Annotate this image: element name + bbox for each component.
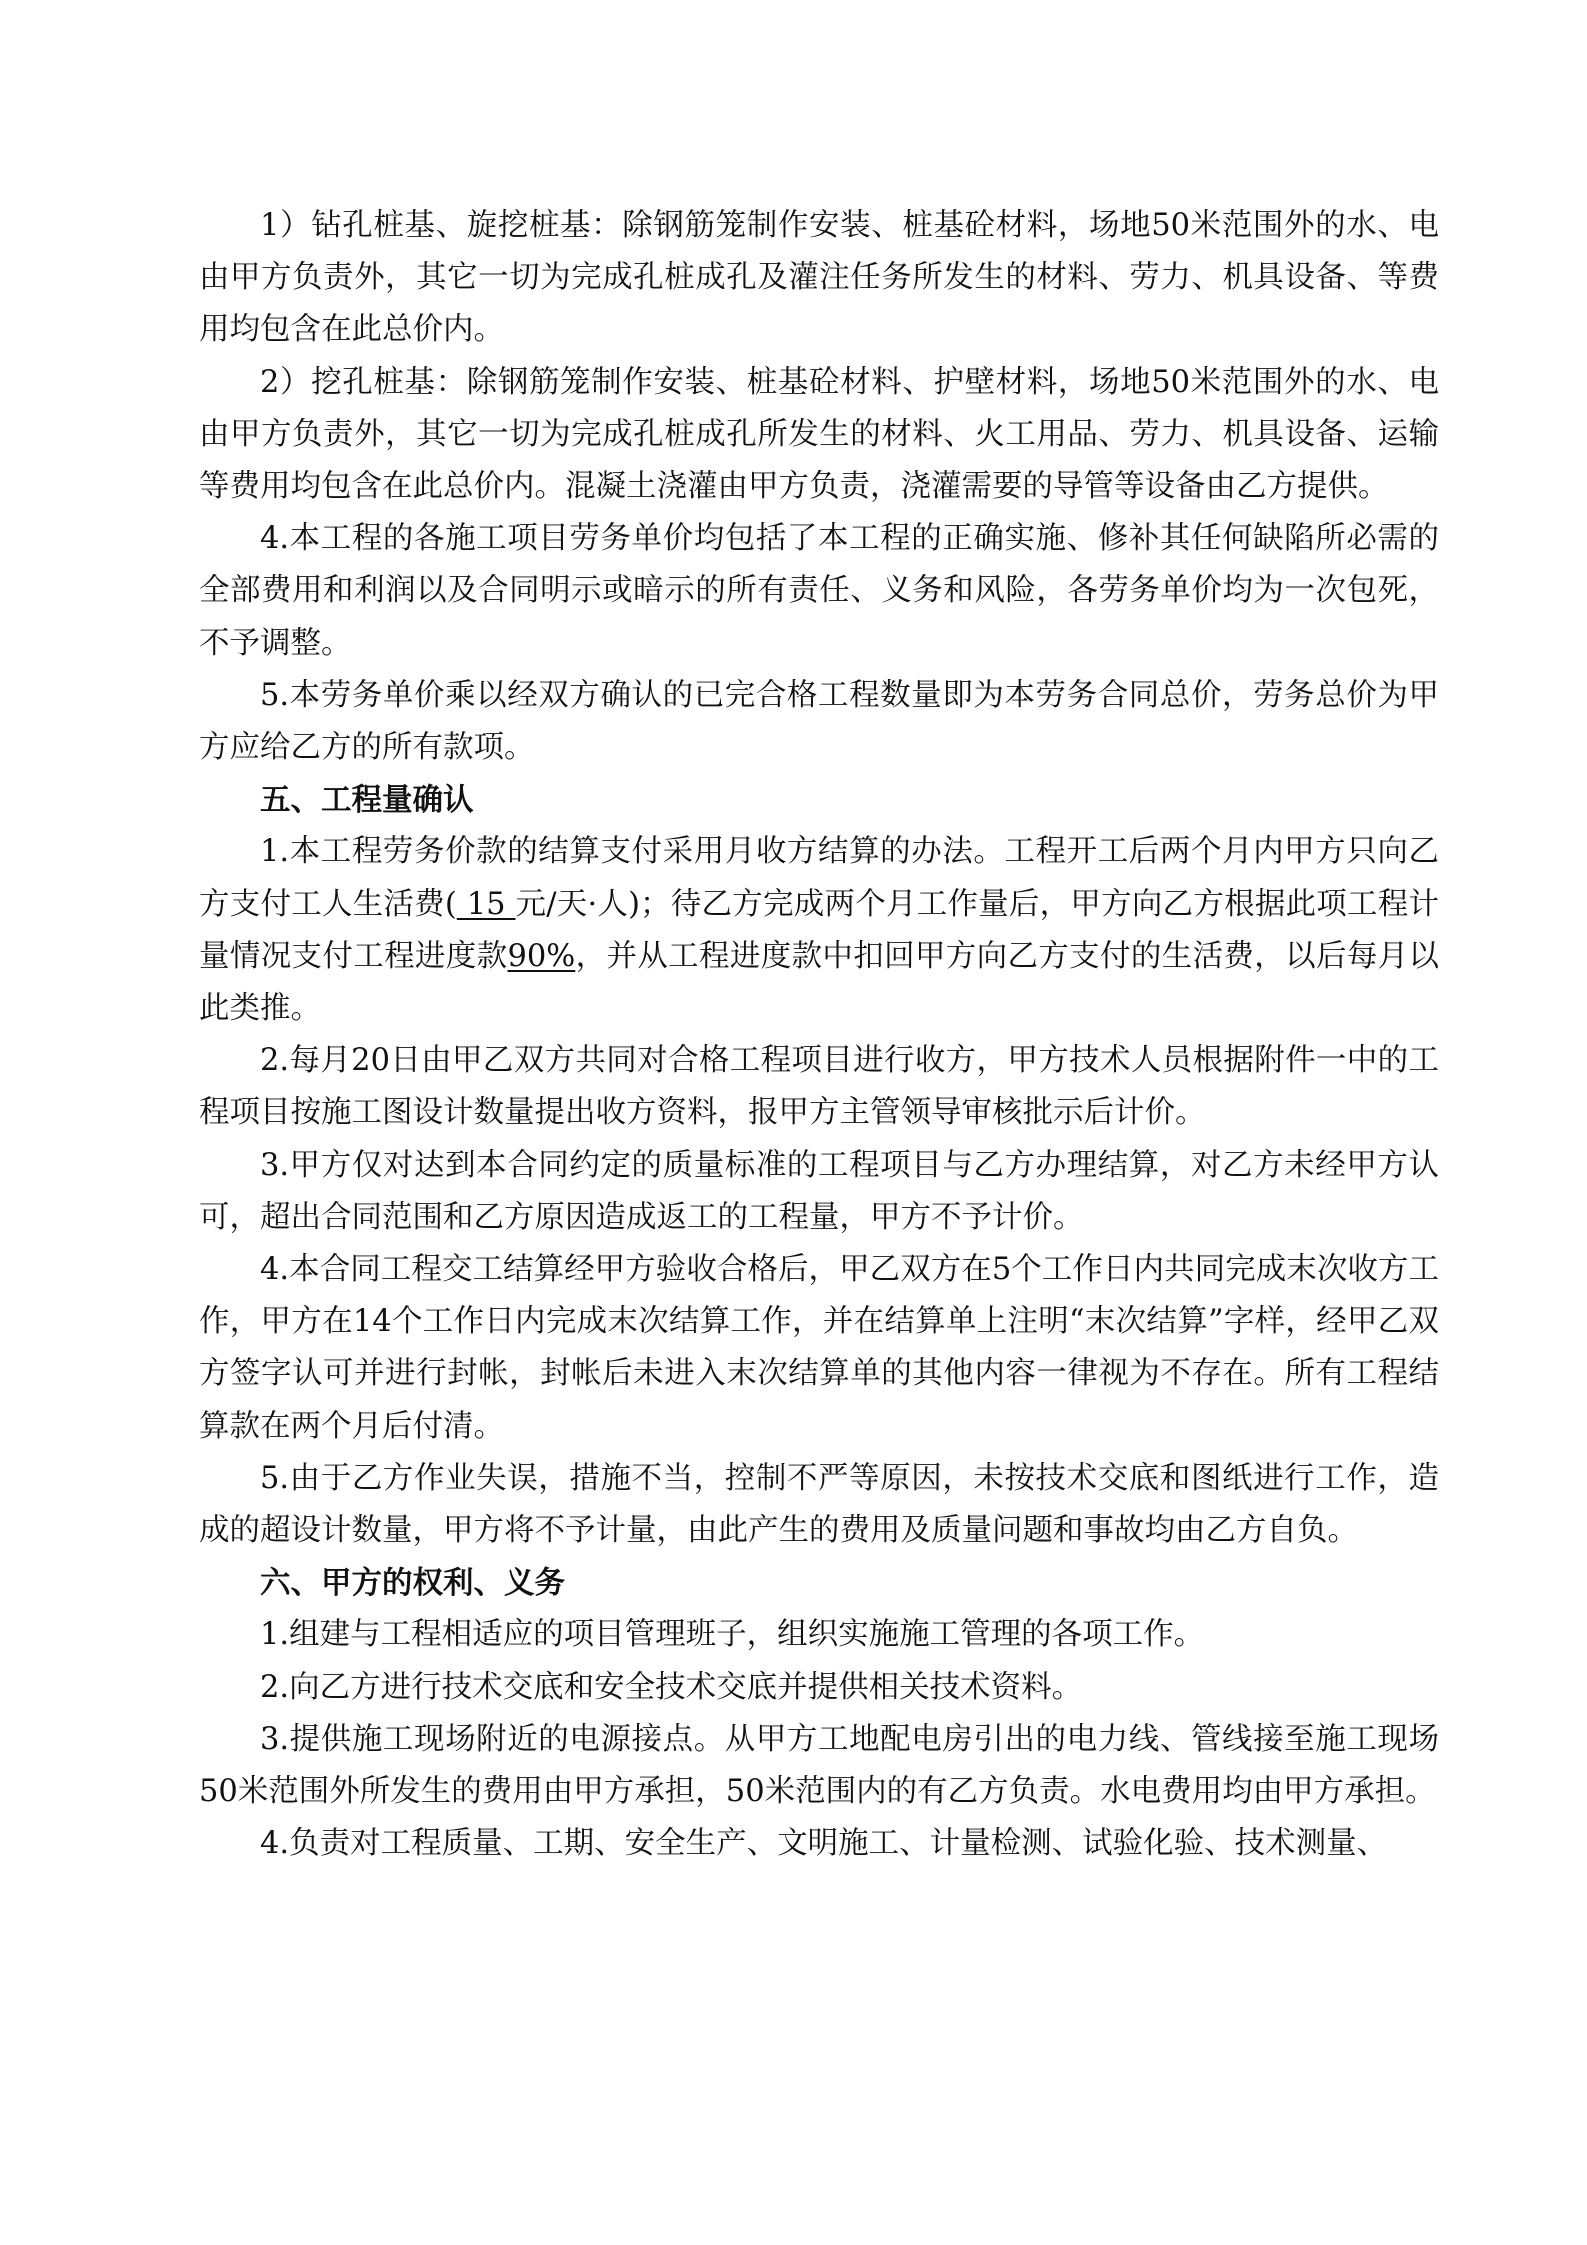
paragraph-management-team: 1.组建与工程相适应的项目管理班子，组织实施施工管理的各项工作。 (260, 1617, 1205, 1653)
paragraph-settlement-payment (199, 826, 1439, 1035)
paragraph-final-settlement: 4.本合同工程交工结算经甲方验收合格后，甲乙双方在5个工作日内共同完成末次收方工作，甲方在14个工作日内完成末次结算工作，并在结算单上注明“末次结算”字样，经甲乙双方签字认可并进行封帐，封帐后未进入末次结算单的其他内容一律视为不存在。所有工程结算款在两个月后付清。 (199, 1252, 1439, 1444)
settlement-text-a: 1.本工程劳务价款的结算支付采用月收方结算的办法。工程开工后两个月内甲方只向乙方支付工人生活费( (199, 834, 1439, 922)
paragraph-monthly-survey: 2.每月20日由甲乙双方共同对合格工程项目进行收方，甲方技术人员根据附件一中的工程项目按施工图设计数量提出收方资料，报甲方主管领导审核批示后计价。 (199, 1043, 1439, 1131)
section-heading-quantity-confirmation: 五、工程量确认 (260, 782, 474, 819)
paragraph-settlement-scope: 3.甲方仅对达到本合同约定的质量标准的工程项目与乙方办理结算，对乙方未经甲方认可，超出合同范围和乙方原因造成返工的工程量，甲方不予计价。 (199, 1147, 1439, 1235)
living-allowance-amount: 15 (456, 886, 516, 922)
paragraph-technical-briefing: 2.向乙方进行技术交底和安全技术交底并提供相关技术资料。 (260, 1669, 1083, 1705)
paragraph-bored-pile: 1）钻孔桩基、旋挖桩基：除钢筋笼制作安装、桩基砼材料，场地50米范围外的水、电由甲方负责外，其它一切为完成孔桩成孔及灌注任务所发生的材料、劳力、机具设备、等费用均包含在此总价内。 (199, 208, 1439, 348)
progress-payment-percent: 90% (507, 938, 576, 974)
paragraph-supervision: 4.负责对工程质量、工期、安全生产、文明施工、计量检测、试验化验、技术测量、 (260, 1826, 1388, 1862)
paragraph-total-price: 5.本劳务单价乘以经双方确认的已完合格工程数量即为本劳务合同总价，劳务总价为甲方应给乙方的所有款项。 (199, 677, 1439, 766)
paragraph-power-supply: 3.提供施工现场附近的电源接点。从甲方工地配电房引出的电力线、管线接至施工现场50米范围外所发生的费用由甲方承担，50米范围内的有乙方负责。水电费用均由甲方承担。 (199, 1721, 1439, 1810)
section-heading-party-a-rights: 六、甲方的权利、义务 (260, 1565, 565, 1602)
paragraph-unit-price: 4.本工程的各施工项目劳务单价均包括了本工程的正确实施、修补其任何缺陷所必需的全部费用和利润以及合同明示或暗示的所有责任、义务和风险，各劳务单价均为一次包死，不予调整。 (199, 521, 1439, 661)
settlement-text-b: 元/天·人)；待乙方完成两个月工作量后，甲方向乙方根据此项工程计量情况支付工程进度款 (199, 886, 1440, 974)
paragraph-contractor-errors: 5.由于乙方作业失误，措施不当，控制不严等原因，未按技术交底和图纸进行工作，造成的超设计数量，甲方将不予计量，由此产生的费用及质量问题和事故均由乙方自负。 (199, 1460, 1439, 1549)
document-page (199, 200, 1439, 1871)
paragraph-dug-pile: 2）挖孔桩基：除钢筋笼制作安装、桩基砼材料、护壁材料，场地50米范围外的水、电由甲方负责外，其它一切为完成孔桩成孔所发生的材料、火工用品、劳力、机具设备、运输等费用均包含在此总价内。混凝土浇灌由甲方负责，浇灌需要的导管等设备由乙方提供。 (199, 364, 1439, 505)
settlement-text-c: ，并从工程进度款中扣回甲方向乙方支付的生活费，以后每月以此类推。 (199, 938, 1440, 1027)
